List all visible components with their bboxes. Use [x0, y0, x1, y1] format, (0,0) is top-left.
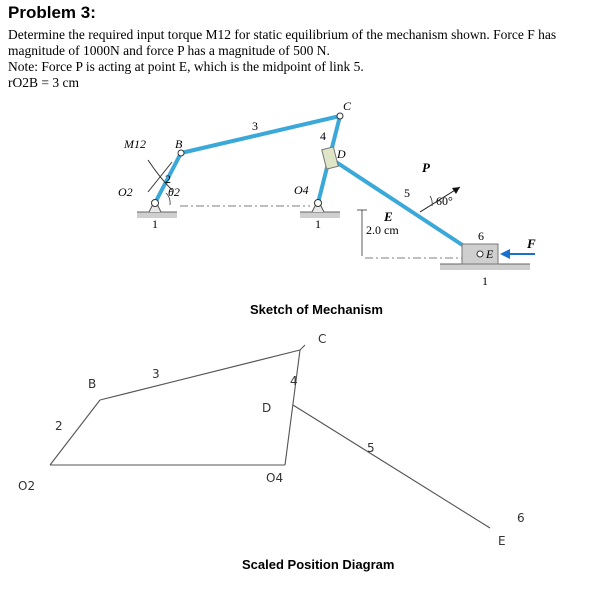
problem-line-1: Determine the required input torque M12 for static equilibrium of the mechanism shown. Force F has	[8, 27, 557, 42]
label-link1-right: 1	[482, 274, 488, 288]
label-link4: 4	[320, 129, 326, 143]
label-link1-left: 1	[152, 217, 158, 231]
pd-label-b: B	[88, 377, 97, 391]
position-caption: Scaled Position Diagram	[242, 557, 395, 572]
label-o4: O4	[294, 183, 309, 197]
pd-label-d: D	[262, 401, 272, 415]
sketch-caption: Sketch of Mechanism	[250, 302, 383, 317]
label-b: B	[175, 137, 183, 151]
label-link5: 5	[404, 186, 410, 200]
label-angle: 60°	[436, 194, 453, 208]
pd-label-3: 3	[152, 367, 160, 381]
label-link1-mid: 1	[315, 217, 321, 231]
pd-tick-c	[300, 345, 305, 350]
pd-label-4: 4	[290, 374, 298, 388]
pd-link-5	[293, 405, 490, 528]
pd-label-e: E	[498, 534, 506, 548]
pd-link-3	[100, 350, 300, 400]
pd-label-6: 6	[517, 511, 525, 525]
pd-label-5: 5	[367, 441, 375, 455]
pd-label-c: C	[318, 332, 327, 346]
pd-label-o2: O2	[18, 479, 36, 493]
label-p: P	[422, 160, 430, 175]
label-d: D	[337, 147, 346, 161]
pd-label-2: 2	[55, 419, 63, 433]
pd-label-o4: O4	[266, 471, 284, 485]
label-e-slider: E	[486, 247, 494, 261]
label-dim: 2.0 cm	[366, 223, 399, 237]
problem-line-3: Note: Force P is acting at point E, which is the midpoint of link 5.	[8, 59, 364, 74]
label-link6: 6	[478, 229, 484, 243]
label-f: F	[527, 236, 536, 251]
label-c: C	[343, 99, 352, 113]
label-theta2: θ2	[168, 185, 180, 199]
problem-title: Problem 3:	[8, 3, 96, 22]
problem-line-2: magnitude of 1000N and force P has a magnitude of 500 N.	[8, 43, 330, 58]
label-link3: 3	[252, 119, 258, 133]
label-o2: O2	[118, 185, 133, 199]
problem-line-4: rO2B = 3 cm	[8, 75, 79, 90]
label-e: E	[384, 209, 393, 224]
label-link2: 2	[165, 172, 171, 186]
label-m12: M12	[124, 137, 146, 151]
